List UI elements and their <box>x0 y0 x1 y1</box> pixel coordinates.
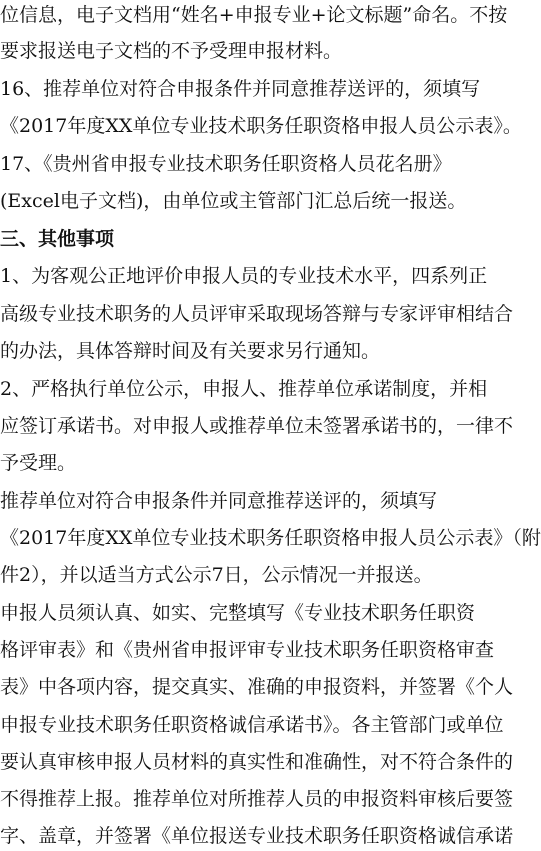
text-line: 要认真审核申报人员材料的真实性和准确性，对不符合条件的 <box>0 751 514 773</box>
text-line: 要求报送电子文档的不予受理申报材料。 <box>0 40 343 62</box>
text-line: 予受理。 <box>0 452 77 474</box>
text-line: 《2017年度XX单位专业技术职务任职资格申报人员公示表》（附 <box>0 527 541 549</box>
text-line: 申报专业技术职务任职资格诚信承诺书》。各主管部门或单位 <box>0 714 504 736</box>
text-line: 位信息，电子文档用“姓名+申报专业+论文标题”命名。不按 <box>0 4 508 26</box>
text-line: 高级专业技术职务的人员评审采取现场答辩与专家评审相结合 <box>0 303 514 325</box>
text-line: 1、为客观公正地评价申报人员的专业技术水平，四系列正 <box>0 265 488 287</box>
text-line: (Excel电子文档)，由单位或主管部门汇总后统一报送。 <box>0 190 467 212</box>
text-line: 17、《贵州省申报专业技术职务任职资格人员花名册》 <box>0 153 452 175</box>
text-line: 格评审表》和《贵州省申报评审专业技术职务任职资格审查 <box>0 639 495 661</box>
text-line: 16、推荐单位对符合申报条件并同意推荐送评的，须填写 <box>0 78 481 100</box>
text-line: 《2017年度XX单位专业技术职务任职资格申报人员公示表》。 <box>0 115 522 137</box>
text-line: 字、盖章，并签署《单位报送专业技术职务任职资格诚信承诺 <box>0 825 514 847</box>
text-line: 表》中各项内容，提交真实、准确的申报资料，并签署《个人 <box>0 676 514 698</box>
text-line: 推荐单位对符合申报条件并同意推荐送评的，须填写 <box>0 490 438 512</box>
text-line: 申报人员须认真、如实、完整填写《专业技术职务任职资 <box>0 602 476 624</box>
text-line: 件2），并以适当方式公示7日，公示情况一并报送。 <box>0 564 433 586</box>
text-line: 2、严格执行单位公示，申报人、推荐单位承诺制度，并相 <box>0 378 488 400</box>
text-line: 的办法，具体答辩时间及有关要求另行通知。 <box>0 340 381 362</box>
text-line: 应签订承诺书。对申报人或推荐单位未签署承诺书的，一律不 <box>0 415 514 437</box>
section-heading: 三、其他事项 <box>0 228 115 250</box>
text-line: 不得推荐上报。推荐单位对所推荐人员的申报资料审核后要签 <box>0 788 514 810</box>
